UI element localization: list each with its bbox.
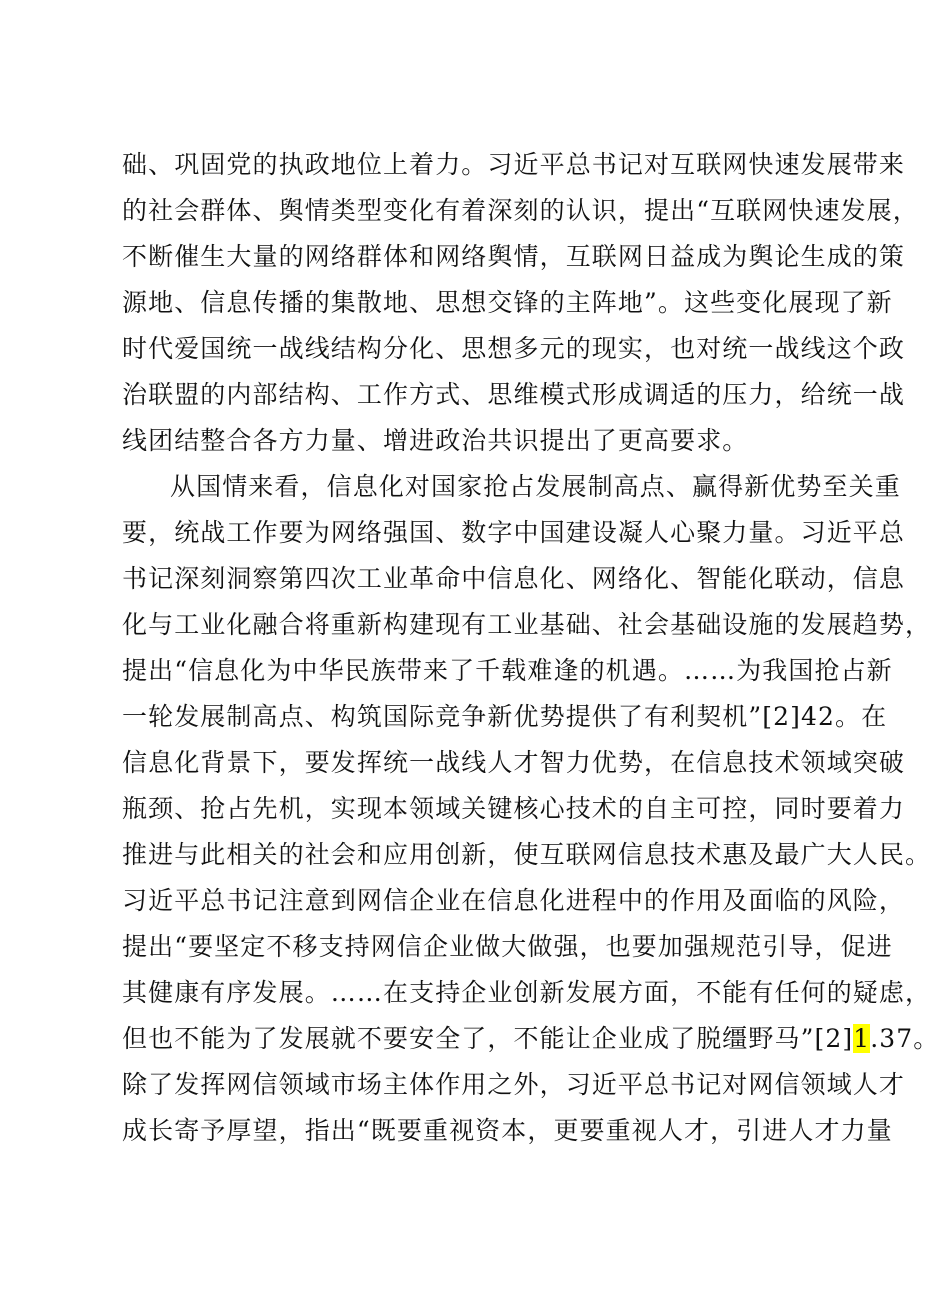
text-line-19: 其健康有序发展。……在支持企业创新发展方面，不能有任何的疑虑， [122, 978, 932, 1007]
text-line-20-end: .37。 [870, 1024, 939, 1053]
text-line-14: 信息化背景下，要发挥统一战线人才智力优势，在信息技术领域突破 [122, 748, 906, 777]
text-line-13: 一轮发展制高点、构筑国际竞争新优势提供了有利契机”[2]42。在 [122, 702, 888, 731]
text-line-15: 瓶颈、抢占先机，实现本领域关键核心技术的自主可控，同时要着力 [122, 794, 906, 823]
text-line-3: 不断催生大量的网络群体和网络舆情，互联网日益成为舆论生成的策 [122, 242, 906, 271]
text-line-22: 成长寄予厚望，指出“既要重视资本，更要重视人才，引进人才力量 [122, 1116, 893, 1145]
text-line-17: 习近平总书记注意到网信企业在信息化进程中的作用及面临的风险， [122, 886, 906, 915]
highlighted-citation-digit: 1 [853, 1024, 871, 1053]
text-line-21: 除了发挥网信领域市场主体作用之外，习近平总书记对网信领域人才 [122, 1070, 906, 1099]
text-line-5: 时代爱国统一战线结构分化、思想多元的现实，也对统一战线这个政 [122, 334, 906, 363]
text-line-4: 源地、信息传播的集散地、思想交锋的主阵地”。这些变化展现了新 [122, 288, 893, 317]
text-line-10: 书记深刻洞察第四次工业革命中信息化、网络化、智能化联动，信息 [122, 564, 906, 593]
text-line-20-start: 但也不能为了发展就不要安全了，不能让企业成了脱缰野马”[2] [122, 1024, 854, 1053]
text-line-16: 推进与此相关的社会和应用创新，使互联网信息技术惠及最广大人民。 [122, 840, 932, 869]
text-line-9: 要，统战工作要为网络强国、数字中国建设凝人心聚力量。习近平总 [122, 518, 906, 547]
document-page [122, 142, 939, 1154]
text-line-20 [122, 1016, 939, 1062]
text-line-1: 础、巩固党的执政地位上着力。习近平总书记对互联网快速发展带来 [122, 150, 906, 179]
text-line-12: 提出“信息化为中华民族带来了千载难逢的机遇。……为我国抢占新 [122, 656, 893, 685]
text-line-6: 治联盟的内部结构、工作方式、思维模式形成调适的压力，给统一战 [122, 380, 906, 409]
text-line-8: 从国情来看，信息化对国家抢占发展制高点、赢得新优势至关重 [170, 472, 901, 501]
text-line-18: 提出“要坚定不移支持网信企业做大做强，也要加强规范引导，促进 [122, 932, 893, 961]
text-line-11: 化与工业化融合将重新构建现有工业基础、社会基础设施的发展趋势， [122, 610, 932, 639]
text-line-7: 线团结整合各方力量、增进政治共识提出了更高要求。 [122, 426, 749, 455]
text-line-2: 的社会群体、舆情类型变化有着深刻的认识，提出“互联网快速发展， [122, 196, 919, 225]
